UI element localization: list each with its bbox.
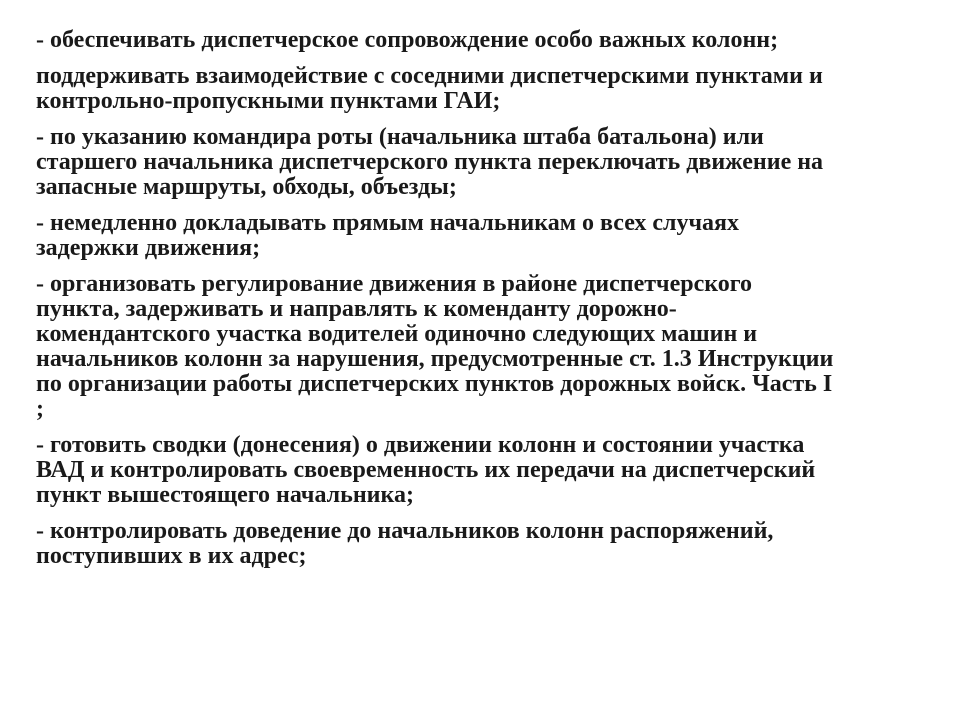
paragraph-control-orders: - контролировать доведение до начальников колонн распоряжений, поступивших в их адрес; (36, 518, 774, 569)
paragraph-prepare-reports: - готовить сводки (донесения) о движении колонн и состоянии участка ВАД и контролировать своевременность их передачи на диспетчерский пункт вышестоящего начальника; (36, 432, 816, 508)
paragraph-switch-routes: - по указанию командира роты (начальника штаба батальона) или старшего начальника диспетчерского пункта переключать движение на запасные маршруты, обходы, объезды; (36, 124, 824, 200)
paragraph-report-delays: - немедленно докладывать прямым начальникам о всех случаях задержки движения; (36, 210, 740, 261)
paragraph-traffic-regulation: - организовать регулирование движения в районе диспетчерского пункта, задерживать и направлять к коменданту дорожно- комендантского участка водителей одиночно следующих машин и начальников колонн за нарушения, предусмотренные ст. 1.3 Инструкции по организации работы диспетчерских пунктов дорожных войск. Часть I ; (36, 271, 834, 422)
slide-body (36, 28, 936, 580)
paragraph-escort-columns: - обеспечивать диспетчерское сопровождение особо важных колонн; (36, 27, 779, 53)
paragraph-interaction-posts: поддерживать взаимодействие с соседними диспетчерскими пунктами и контрольно-пропускными пунктами ГАИ; (36, 63, 823, 114)
